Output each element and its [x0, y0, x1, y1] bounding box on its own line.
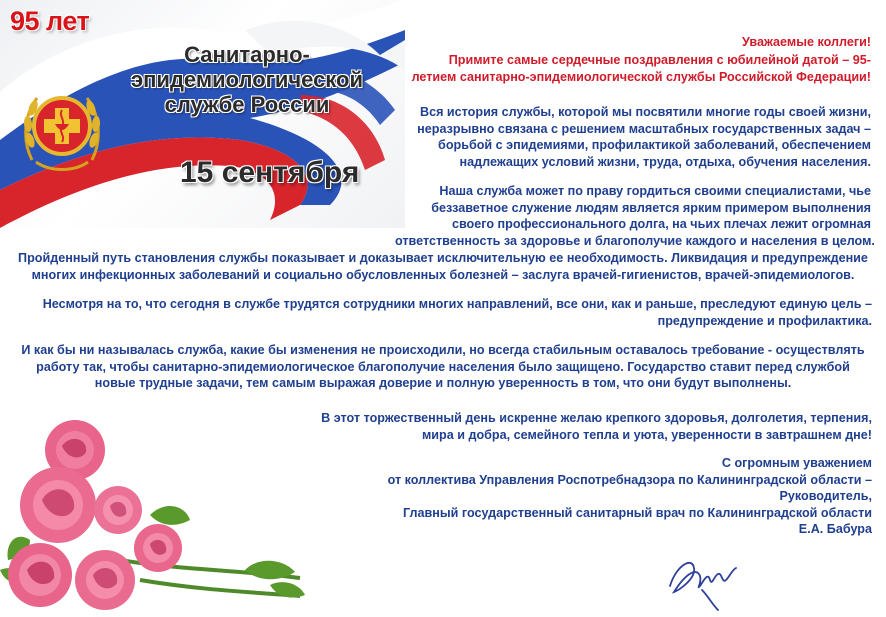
salutation: Уважаемые коллеги!: [742, 35, 871, 49]
paragraph-line: мира и добра, семейного тепла и уюта, уверенности в завтрашнем дне!: [421, 427, 872, 442]
paragraph-path: [14, 250, 872, 283]
paragraph-wishes: [300, 410, 872, 443]
paragraph-line: Вся история службы, которой мы посвятили многие годы своей жизни,: [419, 105, 871, 119]
banner-date: 15 сентября: [180, 156, 360, 189]
paragraph-line: своего профессионального долга, на чьих плечах лежит огромная: [451, 217, 871, 231]
closing-block: [380, 455, 872, 538]
closing-line: от коллектива Управления Роспотребнадзора по Калининградской области –: [387, 472, 872, 487]
paragraph-line: Пройденный путь становления службы показывает и доказывает исключительную ее необходимость. Ликвидация и предупреждение: [18, 251, 868, 265]
medical-emblem-icon: [22, 80, 102, 176]
paragraph-line: надлежащих условий жизни, труда, отдыха, обучения населения.: [459, 154, 871, 169]
paragraph-specialists: [395, 183, 875, 249]
greeting-block: [405, 34, 871, 87]
handwritten-signature: [662, 546, 742, 611]
closing-line: Главный государственный санитарный врач по Калининградской области: [403, 505, 872, 520]
paragraph-goal: [14, 296, 872, 329]
paragraph-line: неразрывно связана с решением масштабных государственных задач –: [417, 121, 871, 136]
greeting-line: летием санитарно-эпидемиологической службы Российской Федерации!: [411, 70, 871, 84]
anniversary-banner: [0, 0, 405, 228]
paragraph-line: В этот торжественный день искренне желаю крепкого здоровья, долголетия, терпения,: [321, 411, 872, 425]
paragraph-line: предупреждение и профилактика.: [657, 313, 872, 328]
paragraph-line: борьбой с эпидемиями, профилактикой заболеваний, обеспечением: [438, 138, 871, 152]
banner-title-line: эпидемиологической: [130, 67, 363, 92]
paragraph-line: многих инфекционных заболеваний и социально обусловленных болезней – заслуга врачей-гигиенистов, врачей-эпидемиологов.: [31, 267, 855, 282]
paragraph-line: новые трудные задачи, тем самым выражая доверие и полную уверенность в том, что они будут выполнены.: [94, 376, 792, 390]
paragraph-line: ответственность за здоровье и благополучие каждого и населения в целом.: [395, 233, 875, 248]
closing-line: Руководитель,: [779, 489, 872, 503]
paragraph-line: Наша служба может по праву гордиться своими специалистами, чье: [439, 184, 871, 198]
paragraph-line: беззаветное служение людям является ярким примером выполнения: [431, 200, 871, 215]
banner-title-line: службе России: [164, 92, 330, 117]
roses-bouquet-icon: [0, 420, 310, 617]
paragraph-history: [405, 104, 871, 170]
closing-line: С огромным уважением: [721, 456, 872, 470]
signatory-name: Е.А. Бабура: [798, 522, 872, 536]
paragraph-line: И как бы ни называлась служба, какие бы изменения не происходили, но всегда стабильным оставалось требование - осуществлять: [21, 343, 865, 357]
greeting-line: Примите самые сердечные поздравления с юбилейной датой – 95-: [448, 52, 871, 67]
anniversary-badge: 95 лет: [10, 6, 90, 36]
banner-title-line: Санитарно-: [184, 42, 310, 67]
paragraph-requirement: [14, 342, 872, 392]
paragraph-line: работу так, чтобы санитарно-эпидемиологическое благополучие населения было защищено. Государство ставит перед службой: [36, 359, 850, 374]
paragraph-line: Несмотря на то, что сегодня в службе трудятся сотрудники многих направлений, все они, как и раньше, преследуют единую цель –: [42, 297, 872, 311]
banner-title: [92, 42, 402, 117]
